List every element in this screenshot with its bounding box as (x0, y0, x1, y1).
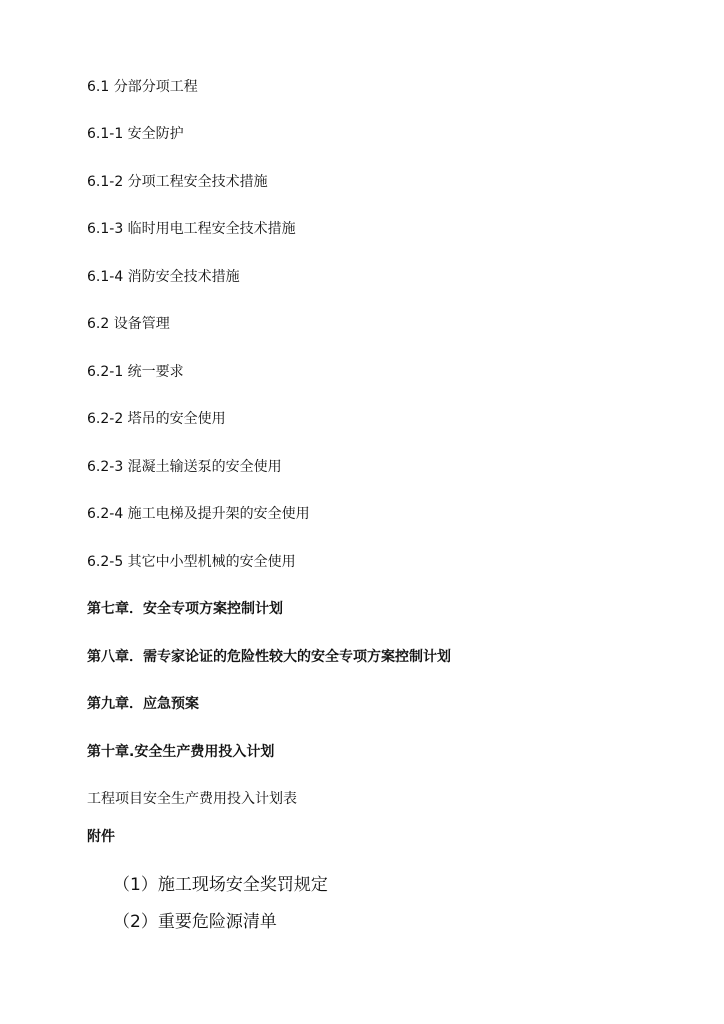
appendix-heading: 附件 (87, 829, 115, 845)
appendix-item-1: （1）施工现场安全奖罚规定 (113, 875, 328, 895)
toc-item-6-1: 6.1 分部分项工程 (87, 79, 198, 95)
toc-item-6-2-5: 6.2-5 其它中小型机械的安全使用 (87, 554, 296, 570)
chapter-8-heading: 第八章．需专家论证的危险性较大的安全专项方案控制计划 (87, 649, 451, 665)
toc-item-6-2-4: 6.2-4 施工电梯及提升架的安全使用 (87, 506, 310, 522)
toc-item-6-2: 6.2 设备管理 (87, 316, 170, 332)
appendix-item-2: （2）重要危险源清单 (113, 912, 277, 932)
chapter-10-heading: 第十章.安全生产费用投入计划 (87, 744, 275, 760)
chapter-9-heading: 第九章．应急预案 (87, 696, 199, 712)
toc-item-6-2-3: 6.2-3 混凝土输送泵的安全使用 (87, 459, 282, 475)
cost-plan-table-title: 工程项目安全生产费用投入计划表 (87, 791, 297, 807)
chapter-7-heading: 第七章．安全专项方案控制计划 (87, 601, 283, 617)
toc-item-6-1-2: 6.1-2 分项工程安全技术措施 (87, 174, 268, 190)
toc-item-6-2-2: 6.2-2 塔吊的安全使用 (87, 411, 226, 427)
toc-item-6-2-1: 6.2-1 统一要求 (87, 364, 184, 380)
toc-item-6-1-3: 6.1-3 临时用电工程安全技术措施 (87, 221, 296, 237)
toc-item-6-1-4: 6.1-4 消防安全技术措施 (87, 269, 240, 285)
toc-item-6-1-1: 6.1-1 安全防护 (87, 126, 184, 142)
